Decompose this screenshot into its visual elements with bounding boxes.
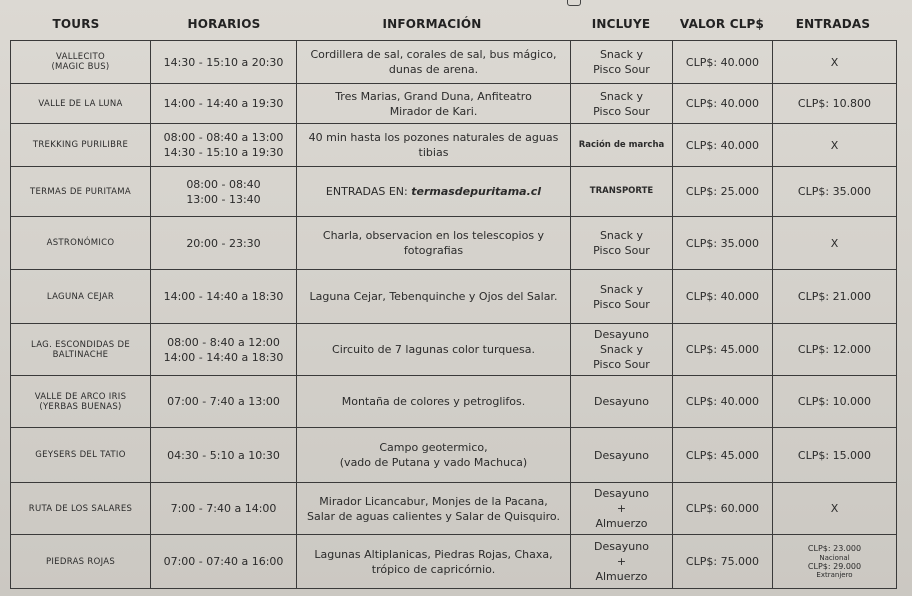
informacion-cell-line: trópico de capricórnio.: [371, 562, 496, 576]
incluye-cell-line: Ración de marcha: [578, 139, 665, 150]
tour-name: [11, 124, 151, 167]
horarios-cell-line: 07:00 - 7:40 a 13:00: [167, 395, 280, 408]
table-row: [11, 483, 897, 535]
horarios-cell-line: 14:00 - 14:40 a 18:30: [163, 350, 284, 364]
header-incluye: INCLUYE: [591, 17, 651, 31]
valor-cell: CLP$: 45.000: [673, 324, 773, 376]
puritama-website-link[interactable]: termasdepuritama.cl: [411, 185, 542, 198]
entradas-cell: [773, 84, 897, 124]
incluye-cell: [571, 535, 673, 589]
table-row: [11, 124, 897, 167]
entradas-cell-line: CLP$: 35.000: [797, 185, 872, 198]
informacion-cell-line: Laguna Cejar, Tebenquinche y Ojos del Salar.: [309, 290, 558, 303]
tour-name-line: PIEDRAS ROJAS: [45, 556, 116, 567]
table-row: [11, 41, 897, 84]
entradas-cell: [773, 324, 897, 376]
horarios-cell-line: 08:00 - 08:40 a 13:00: [163, 131, 284, 144]
horarios-cell-line: 08:00 - 08:40: [186, 177, 261, 191]
tour-name-line: VALLECITO: [56, 52, 105, 62]
incluye-cell-line: Pisco Sour: [593, 358, 650, 371]
valor-cell: CLP$: 75.000: [673, 535, 773, 589]
informacion-cell: [297, 483, 571, 535]
incluye-cell-line: +: [616, 555, 627, 568]
incluye-cell-line: Snack y: [599, 282, 644, 296]
incluye-cell: [571, 428, 673, 483]
header-entradas: ENTRADAS: [795, 17, 871, 31]
horarios-cell: [151, 124, 297, 167]
horarios-cell-line: 14:30 - 15:10 a 20:30: [163, 55, 284, 69]
tour-name-line: (YERBAS BUENAS): [39, 401, 122, 412]
entradas-cell-line: X: [830, 236, 839, 250]
tour-name-line: RUTA DE LOS SALARES: [28, 503, 133, 514]
entradas-cell-line: CLP$: 10.000: [797, 395, 872, 408]
informacion-cell: [297, 535, 571, 589]
tour-name-line: TREKKING PURILIBRE: [32, 140, 129, 150]
valor-cell: CLP$: 40.000: [673, 270, 773, 324]
horarios-cell: [151, 270, 297, 324]
valor-cell: CLP$: 60.000: [673, 483, 773, 535]
incluye-cell: [571, 270, 673, 324]
informacion-cell-line: Montaña de colores y petroglifos.: [341, 395, 526, 408]
entradas-cell: [773, 483, 897, 535]
table-row: [11, 535, 897, 589]
tour-name-line: VALLE DE ARCO IRIS: [34, 391, 127, 402]
horarios-cell: [151, 376, 297, 428]
horarios-cell: [151, 428, 297, 483]
entradas-cell: [773, 535, 897, 589]
tour-name: [11, 483, 151, 535]
valor-cell: CLP$: 40.000: [673, 84, 773, 124]
incluye-cell: [571, 217, 673, 270]
informacion-cell-line: Salar de aguas calientes y Salar de Quisquiro.: [307, 509, 560, 523]
tour-name: [11, 324, 151, 376]
informacion-cell: [297, 217, 571, 270]
tour-name-line: VALLE DE LA LUNA: [38, 98, 123, 109]
entradas-cell: [773, 124, 897, 167]
tour-name: [11, 217, 151, 270]
incluye-cell-line: Desayuno: [594, 395, 649, 408]
entradas-cell: [773, 167, 897, 217]
horarios-cell: [151, 41, 297, 84]
table-row: [11, 167, 897, 217]
table-row: [11, 270, 897, 324]
informacion-cell: [297, 167, 571, 217]
entradas-line: Nacional: [819, 553, 850, 562]
header-horarios: HORARIOS: [187, 17, 261, 31]
clipped-top-box: [567, 0, 581, 6]
tour-name-line: GEYSERS DEL TATIO: [35, 450, 126, 460]
incluye-cell: [571, 376, 673, 428]
horarios-cell-line: 20:00 - 23:30: [186, 236, 261, 250]
tour-name: [11, 428, 151, 483]
table-row: [11, 376, 897, 428]
tour-name-line: LAGUNA CEJAR: [46, 291, 115, 302]
informacion-cell: [297, 270, 571, 324]
entradas-cell-line: CLP$: 15.000: [797, 448, 872, 462]
incluye-cell-line: Snack y: [599, 48, 644, 61]
valor-cell: CLP$: 25.000: [673, 167, 773, 217]
incluye-cell-line: +: [616, 502, 627, 515]
entradas-cell-line: X: [830, 55, 839, 69]
incluye-cell-line: Almuerzo: [595, 517, 648, 530]
informacion-cell-line: Lagunas Altiplanicas, Piedras Rojas, Chaxa,: [314, 547, 553, 561]
entradas-cell: [773, 270, 897, 324]
tour-name-line: (MAGIC BUS): [51, 62, 110, 72]
informacion-cell-line: Cordillera de sal, corales de sal, bus mágico,: [310, 48, 557, 61]
horarios-cell: [151, 483, 297, 535]
tour-name-line: TERMAS DE PURITAMA: [30, 186, 131, 197]
incluye-cell-line: Snack y: [599, 89, 644, 103]
valor-cell: CLP$: 35.000: [673, 217, 773, 270]
informacion-cell: [297, 324, 571, 376]
horarios-cell: [151, 324, 297, 376]
incluye-cell-line: Desayuno: [594, 328, 649, 341]
horarios-cell: [151, 167, 297, 217]
entradas-cell-line: CLP$: 10.800: [797, 97, 872, 110]
entradas-line: CLP$: 29.000: [807, 561, 862, 571]
entradas-cell-line: CLP$: 21.000: [797, 290, 872, 303]
horarios-cell: [151, 217, 297, 270]
informacion-cell: [297, 41, 571, 84]
incluye-cell: [571, 41, 673, 84]
horarios-cell: [151, 535, 297, 589]
informacion-cell-line: Circuito de 7 lagunas color turquesa.: [332, 343, 535, 356]
entradas-cell: [773, 428, 897, 483]
incluye-cell: [571, 124, 673, 167]
horarios-cell-line: 08:00 - 8:40 a 12:00: [167, 335, 280, 349]
horarios-cell-line: 14:00 - 14:40 a 18:30: [163, 290, 284, 303]
entradas-cell-line: X: [830, 138, 839, 152]
incluye-cell: [571, 84, 673, 124]
informacion-cell: [297, 428, 571, 483]
informacion-cell-line: 40 min hasta los pozones naturales de aguas: [308, 131, 559, 144]
entradas-cell: [773, 41, 897, 84]
tour-name: [11, 84, 151, 124]
incluye-cell-line: Snack y: [599, 343, 644, 356]
tour-name: [11, 167, 151, 217]
informacion-cell: [297, 124, 571, 167]
informacion-cell: [297, 376, 571, 428]
horarios-cell: [151, 84, 297, 124]
entradas-line: CLP$: 23.000: [807, 544, 862, 553]
incluye-cell-line: Pisco Sour: [593, 63, 650, 76]
valor-cell: CLP$: 45.000: [673, 428, 773, 483]
horarios-cell-line: 13:00 - 13:40: [186, 192, 261, 206]
incluye-cell-line: Desayuno: [594, 487, 649, 500]
header-informacion: INFORMACIÓN: [382, 17, 482, 31]
valor-cell: CLP$: 40.000: [673, 376, 773, 428]
entradas-cell-line: X: [830, 502, 839, 515]
informacion-cell-line: Charla, observacion en los telescopios y: [322, 229, 545, 242]
valor-cell: CLP$: 40.000: [673, 41, 773, 84]
incluye-cell-line: Desayuno: [594, 448, 649, 462]
horarios-cell-line: 04:30 - 5:10 a 10:30: [167, 448, 280, 462]
informacion-cell-line: (vado de Putana y vado Machuca): [339, 456, 528, 469]
entradas-cell: [773, 376, 897, 428]
valor-cell: CLP$: 40.000: [673, 124, 773, 167]
incluye-cell-line: Desayuno: [594, 540, 649, 553]
incluye-cell: [571, 324, 673, 376]
table-header: [0, 8, 912, 40]
incluye-cell-line: Pisco Sour: [593, 244, 650, 257]
tour-name: [11, 41, 151, 84]
informacion-cell-line: Campo geotermico,: [379, 441, 488, 454]
entradas-cell-line: CLP$: 12.000: [797, 343, 872, 356]
tour-name-line: LAG. ESCONDIDAS DE: [30, 339, 130, 350]
informacion-cell: [297, 84, 571, 124]
tour-name: [11, 376, 151, 428]
info-prefix: ENTRADAS EN:: [325, 185, 412, 198]
entradas-cell: [773, 217, 897, 270]
entradas-line: Extranjero: [816, 571, 853, 579]
header-tours: TOURS: [52, 17, 100, 31]
header-valor: VALOR CLP$: [679, 17, 765, 31]
incluye-cell-line: Almuerzo: [595, 570, 648, 583]
table-row: [11, 217, 897, 270]
tour-name-line: ASTRONÓMICO: [46, 238, 115, 248]
incluye-cell-line: Snack y: [599, 229, 644, 242]
incluye-cell: [571, 167, 673, 217]
tour-name: [11, 270, 151, 324]
table-row: [11, 428, 897, 483]
table-row: [11, 84, 897, 124]
incluye-cell: [571, 483, 673, 535]
informacion-cell-line: dunas de arena.: [388, 63, 479, 76]
informacion-cell-line: Tres Marias, Grand Duna, Anfiteatro: [335, 89, 532, 103]
horarios-cell-line: 7:00 - 7:40 a 14:00: [170, 502, 277, 515]
informacion-cell-line: tibias: [418, 146, 449, 159]
tour-name-line: BALTINACHE: [52, 349, 109, 360]
incluye-cell-line: Pisco Sour: [593, 104, 650, 118]
horarios-cell-line: 14:30 - 15:10 a 19:30: [163, 146, 284, 159]
incluye-cell-line: Pisco Sour: [593, 297, 650, 311]
informacion-cell-line: fotografias: [403, 244, 464, 257]
informacion-cell-line: Mirador Licancabur, Monjes de la Pacana,: [319, 494, 548, 508]
tours-table: [10, 40, 897, 589]
table-row: [11, 324, 897, 376]
horarios-cell-line: 07:00 - 07:40 a 16:00: [163, 555, 284, 568]
horarios-cell-line: 14:00 - 14:40 a 19:30: [163, 97, 284, 110]
incluye-cell-line: TRANSPORTE: [589, 186, 654, 196]
tour-name: [11, 535, 151, 589]
informacion-cell-line: Mirador de Kari.: [389, 104, 478, 118]
